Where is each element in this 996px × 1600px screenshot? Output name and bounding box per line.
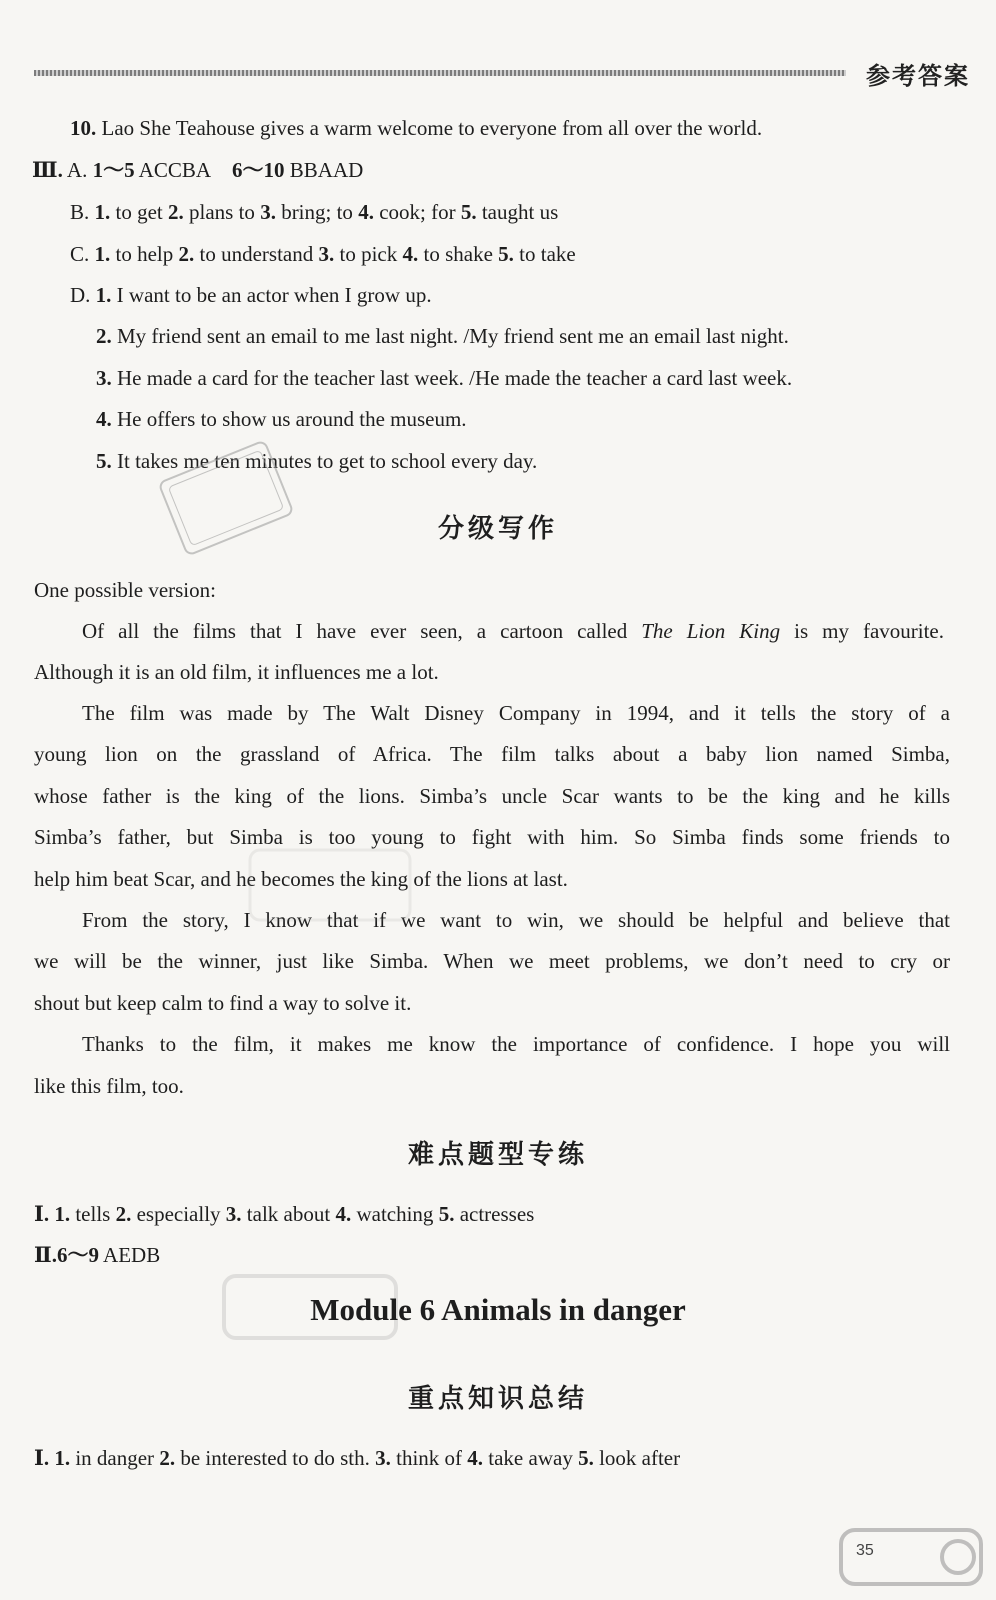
difficult-heading: 难点题型专练 <box>407 1140 588 1170</box>
writing-p2-line4: Simba’s father, but Simba is too young to fight with him. So Simba finds some friends to <box>34 825 950 849</box>
difficult-line-ii: Ⅱ.6～9 AEDB <box>34 1243 161 1267</box>
page-header-title: 参考答案 <box>866 62 970 90</box>
film-title: The Lion King <box>641 619 781 643</box>
writing-p1-line1: Of all the films that I have ever seen, a cartoon called The Lion King is my favourite. <box>82 619 945 643</box>
writing-p2-line2: young lion on the grassland of Africa. The film talks about a baby lion named Simba, <box>34 742 950 766</box>
answer-line-d1: D. 1. I want to be an actor when I grow up. <box>70 283 432 307</box>
summary-line-i: Ⅰ. 1. in danger 2. be interested to do sth. 3. think of 4. take away 5. look after <box>34 1446 681 1470</box>
answer-line-iii-a: Ⅲ. A. 1～5 ACCBA 6～10 BBAAD <box>32 158 364 182</box>
answer-line-c: C. 1. to help 2. to understand 3. to pick 4. to shake 5. to take <box>70 242 576 266</box>
writing-p4-line2: like this film, too. <box>34 1074 184 1098</box>
writing-p2-line5: help him beat Scar, and he becomes the king of the lions at last. <box>34 867 568 891</box>
answer-line-b: B. 1. to get 2. plans to 3. bring; to 4. cook; for 5. taught us <box>70 200 559 224</box>
answer-line-10: 10. Lao She Teahouse gives a warm welcome to everyone from all over the world. <box>70 116 763 140</box>
writing-p3-line2: we will be the winner, just like Simba. When we meet problems, we don’t need to cry or <box>34 949 950 973</box>
page-number: 35 <box>856 1542 874 1559</box>
header-rule <box>34 70 846 76</box>
corner-watermark-logo <box>836 1522 986 1592</box>
writing-p1-line2: Although it is an old film, it influences me a lot. <box>34 660 439 684</box>
writing-heading: 分级写作 <box>437 514 558 544</box>
writing-p3-line3: shout but keep calm to find a way to solve it. <box>34 991 412 1015</box>
answer-line-d2: 2. My friend sent an email to me last night. /My friend sent me an email last night. <box>96 324 789 348</box>
answer-line-d4: 4. He offers to show us around the museum. <box>96 407 467 431</box>
writing-p4-line1: Thanks to the film, it makes me know the importance of confidence. I hope you will <box>82 1032 950 1056</box>
writing-intro: One possible version: <box>34 578 216 602</box>
writing-p2-line1: The film was made by The Walt Disney Company in 1994, and it tells the story of a <box>82 701 950 725</box>
difficult-line-i: Ⅰ. 1. tells 2. especially 3. talk about 4. watching 5. actresses <box>34 1202 535 1226</box>
summary-heading: 重点知识总结 <box>407 1384 588 1414</box>
module-title: Module 6 Animals in danger <box>310 1292 686 1327</box>
faint-watermark <box>240 840 420 930</box>
writing-p2-line3: whose father is the king of the lions. Simba’s uncle Scar wants to be the king and he kills <box>34 784 950 808</box>
writing-p3-line1: From the story, I know that if we want to win, we should be helpful and believe that <box>82 908 950 932</box>
answer-line-d5: 5. It takes me ten minutes to get to school every day. <box>96 449 538 473</box>
answer-line-d3: 3. He made a card for the teacher last week. /He made the teacher a card last week. <box>96 366 793 390</box>
